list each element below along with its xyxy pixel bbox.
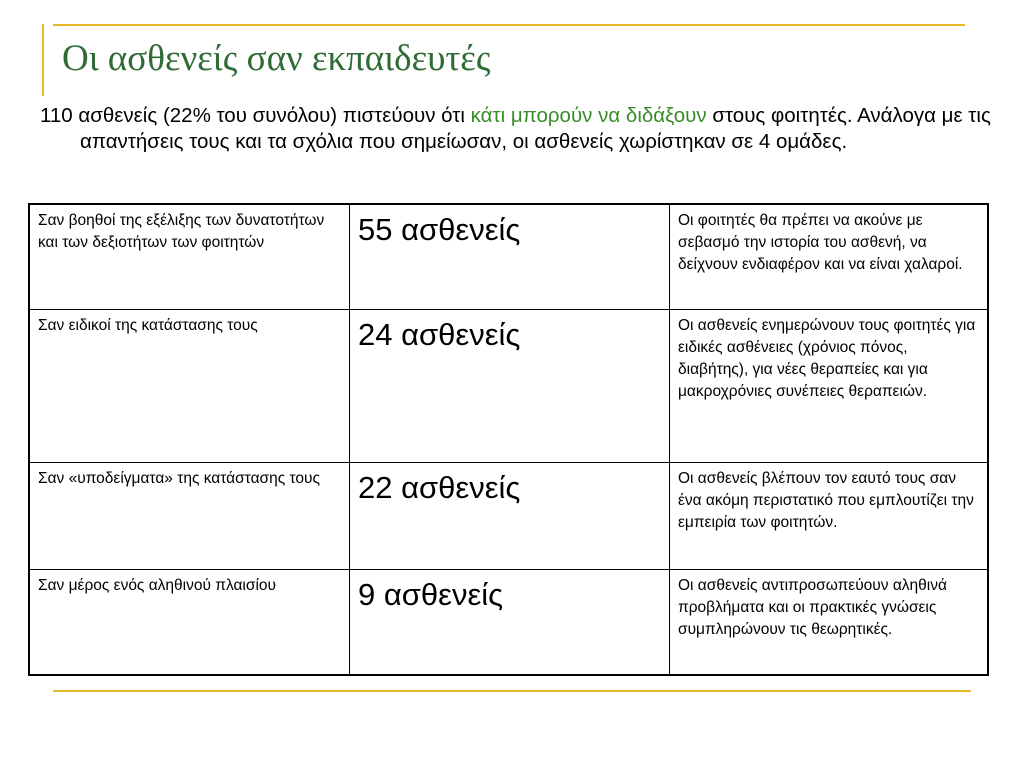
- table-row: [29, 310, 988, 463]
- table-row: [29, 204, 988, 310]
- group-role-cell: Σαν ειδικοί της κατάστασης τους: [29, 310, 350, 463]
- intro-paragraph: [40, 103, 1024, 154]
- left-rule: [42, 24, 44, 96]
- table-row: [29, 570, 988, 676]
- top-rule: [53, 24, 965, 26]
- group-count-cell: 9 ασθενείς: [350, 570, 670, 676]
- group-description-cell: Οι ασθενείς αντιπροσωπεύουν αληθινά προβλήματα και οι πρακτικές γνώσεις συμπληρώνουν τις θεωρητικές.: [670, 570, 989, 676]
- group-role-cell: Σαν βοηθοί της εξέλιξης των δυνατοτήτων και των δεξιοτήτων των φοιτητών: [29, 204, 350, 310]
- group-role-cell: Σαν «υποδείγματα» της κατάστασης τους: [29, 463, 350, 570]
- group-description-cell: Οι φοιτητές θα πρέπει να ακούνε με σεβασμό την ιστορία του ασθενή, να δείχνουν ενδιαφέρον και να είναι χαλαροί.: [670, 204, 989, 310]
- group-count-cell: 22 ασθενείς: [350, 463, 670, 570]
- group-count-cell: 24 ασθενείς: [350, 310, 670, 463]
- slide-title: Οι ασθενείς σαν εκπαιδευτές: [62, 38, 491, 79]
- patient-groups-table: [28, 203, 989, 676]
- group-role-cell: Σαν μέρος ενός αληθινού πλαισίου: [29, 570, 350, 676]
- group-description-cell: Οι ασθενείς ενημερώνουν τους φοιτητές για ειδικές ασθένειες (χρόνιος πόνος, διαβήτης), για νέες θεραπείες και για μακροχρόνιες συνέπειες θεραπειών.: [670, 310, 989, 463]
- group-description-cell: Οι ασθενείς βλέπουν τον εαυτό τους σαν ένα ακόμη περιστατικό που εμπλουτίζει την εμπειρία των φοιτητών.: [670, 463, 989, 570]
- intro-highlight: κάτι μπορούν να διδάξουν: [470, 104, 707, 127]
- intro-text-start: 110 ασθενείς (22% του συνόλου) πιστεύουν ότι: [40, 104, 471, 127]
- bottom-rule: [53, 690, 971, 692]
- table-row: [29, 463, 988, 570]
- group-count-cell: 55 ασθενείς: [350, 204, 670, 310]
- intro-text-end: στους φοιτητές. Ανάλογα με τις απαντήσεις τους και τα σχόλια που σημείωσαν, οι ασθενείς χωρίστηκαν σε 4 ομάδες.: [80, 104, 991, 153]
